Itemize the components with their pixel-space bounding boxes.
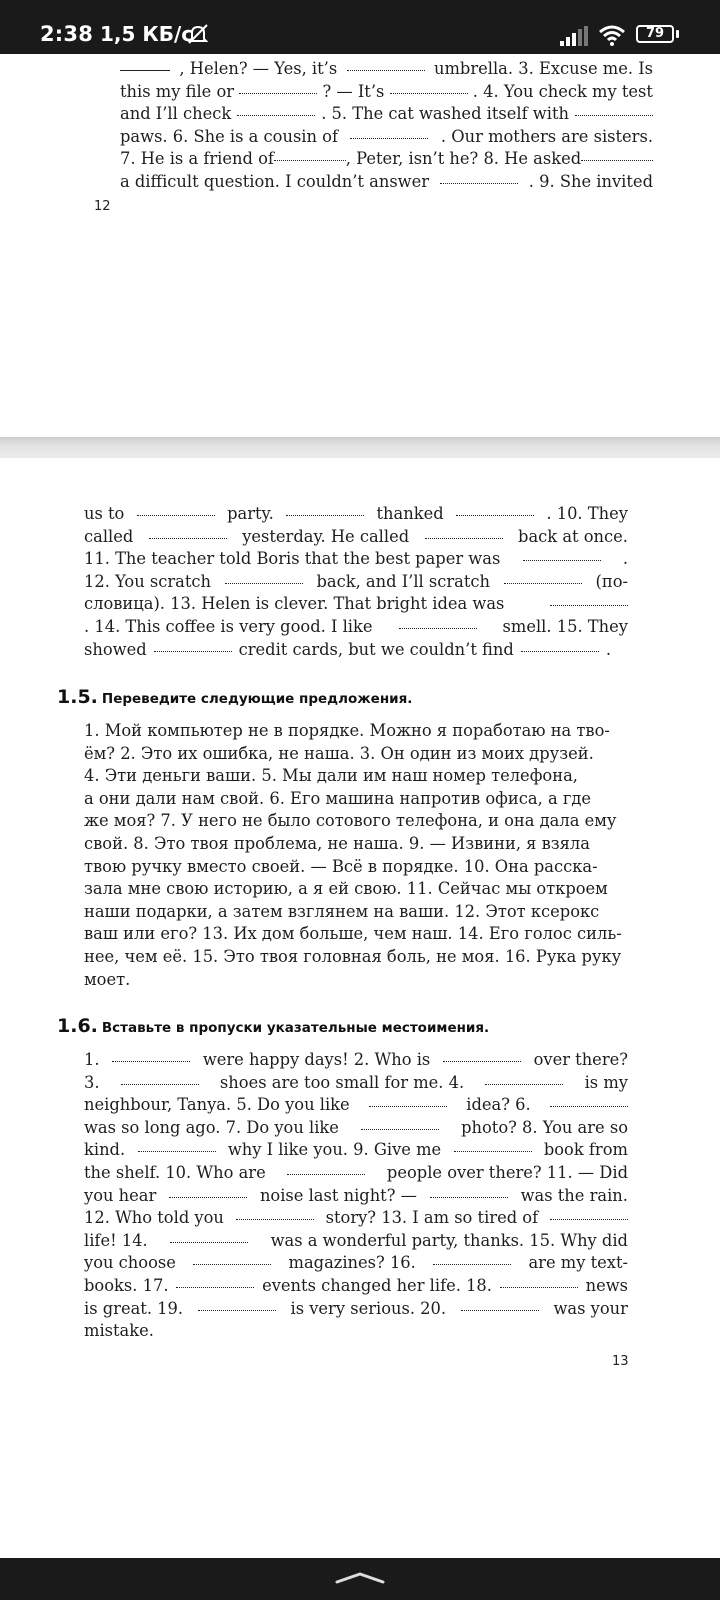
fill-in-blank[interactable] (485, 1083, 563, 1085)
text-line (84, 616, 628, 639)
text-segment: yesterday. He called (242, 526, 410, 546)
fill-in-blank[interactable] (193, 1263, 271, 1265)
battery-icon (636, 25, 674, 43)
text-segment: же моя? 7. У него не было сотового телефона, и она дала ему (84, 811, 617, 831)
text-line (84, 743, 628, 766)
text-line (84, 969, 628, 992)
text-line (84, 788, 628, 811)
text-segment: was so long ago. 7. Do you like (84, 1117, 339, 1137)
fill-in-blank[interactable] (112, 1060, 190, 1062)
text-segment: paws. 6. She is a cousin of (120, 126, 339, 146)
text-segment: 11. The teacher told Boris that the best paper was (84, 549, 501, 569)
fill-in-blank[interactable] (425, 537, 503, 539)
text-segment: . 9. She invited (528, 171, 653, 191)
text-line (84, 503, 628, 526)
fill-in-blank[interactable] (456, 514, 534, 516)
section-title: Вставьте в пропуски указательные местоимения. (101, 1020, 490, 1036)
swipe-up-handle-icon[interactable] (333, 1570, 387, 1586)
text-segment: shoes are too small for me. 4. (219, 1072, 465, 1092)
fill-in-blank[interactable] (286, 514, 364, 516)
text-segment: story? 13. I am so tired of (325, 1208, 539, 1228)
text-segment: back at once. (518, 526, 628, 546)
text-segment: 1. Мой компьютер не в порядке. Можно я поработаю на тво- (84, 721, 610, 740)
text-segment: словица). 13. Helen is clever. That bright idea was (84, 594, 505, 614)
continuation-text (84, 503, 628, 661)
section-number: 1.5. (57, 686, 98, 708)
text-segment: called (84, 526, 134, 546)
text-line (84, 1139, 628, 1162)
section-number: 1.6. (57, 1015, 98, 1037)
fill-in-blank[interactable] (575, 114, 653, 116)
text-line (84, 548, 628, 571)
fill-in-blank[interactable] (440, 182, 518, 184)
text-line (84, 856, 628, 879)
text-segment: . 5. The cat washed itself with (321, 104, 569, 124)
text-line (84, 833, 628, 856)
text-segment: твою ручку вместо своей. — Всё в порядке. 10. Она расска- (84, 856, 598, 876)
text-segment: party. (227, 504, 274, 523)
fill-in-blank[interactable] (461, 1309, 539, 1311)
text-segment: why I like you. 9. Give me (227, 1140, 442, 1160)
text-line (84, 1185, 628, 1208)
text-segment: . Our mothers are sisters. (440, 126, 653, 146)
text-segment: а они дали нам свой. 6. Его машина напротив офиса, а где (84, 788, 592, 808)
text-segment: and I’ll check (120, 104, 232, 124)
fill-in-blank[interactable] (274, 159, 346, 161)
fill-in-blank[interactable] (361, 1128, 439, 1130)
section-1-5-text (84, 720, 628, 991)
notifications-muted-icon (186, 22, 210, 46)
text-segment: us to (84, 504, 125, 523)
text-segment: a difficult question. I couldn’t answer (120, 171, 430, 191)
fill-in-blank[interactable] (550, 604, 628, 606)
fill-in-blank[interactable] (350, 137, 428, 139)
page-12 (0, 54, 720, 437)
text-segment: events changed her life. 18. (262, 1275, 492, 1295)
section-1-6-heading (57, 1015, 489, 1037)
page-divider (0, 437, 720, 458)
text-segment: 12. You scratch (84, 571, 211, 591)
text-segment: books. 17. (84, 1275, 169, 1295)
text-segment: 3. (84, 1072, 100, 1092)
fill-in-blank[interactable] (347, 69, 425, 71)
text-segment: over there? (533, 1050, 628, 1069)
fill-in-blank[interactable] (169, 1196, 247, 1198)
text-line (84, 810, 628, 833)
fill-in-blank[interactable] (390, 92, 468, 94)
text-line (84, 1117, 628, 1140)
text-line (84, 1320, 628, 1343)
text-line (120, 171, 653, 194)
text-segment: umbrella. 3. Excuse me. Is (434, 59, 653, 78)
fill-in-blank[interactable] (236, 1218, 314, 1220)
text-line (84, 526, 628, 549)
text-segment: is very serious. 20. (290, 1298, 447, 1318)
text-segment: наши подарки, а затем взглянем на ваши. 12. Этот ксерокс (84, 901, 600, 921)
fill-in-blank[interactable] (154, 650, 232, 652)
text-segment: is my (584, 1072, 628, 1092)
text-segment: was a wonderful party, thanks. 15. Why did (270, 1230, 628, 1250)
fill-in-blank[interactable] (138, 1150, 216, 1152)
text-segment: , Helen? — Yes, it’s (179, 59, 338, 78)
fill-in-blank[interactable] (399, 627, 477, 629)
text-line (84, 1207, 628, 1230)
fill-in-blank[interactable] (120, 69, 170, 71)
text-line (120, 148, 653, 171)
text-line (120, 103, 653, 126)
text-line (84, 765, 628, 788)
text-segment: , Peter, isn’t he? 8. He asked (345, 149, 582, 169)
wifi-icon (598, 24, 626, 46)
fill-in-blank[interactable] (137, 514, 215, 516)
text-segment: kind. (84, 1140, 126, 1160)
text-segment: ваш или его? 13. Их дом больше, чем наш. 14. Его голос силь- (84, 924, 622, 944)
text-line (84, 1072, 628, 1095)
fill-in-blank[interactable] (443, 1060, 521, 1062)
network-speed: 1,5 КБ/с (100, 22, 194, 46)
text-segment: the shelf. 10. Who are (84, 1162, 266, 1182)
text-line (84, 1298, 628, 1321)
text-segment: book from (543, 1140, 628, 1160)
fill-in-blank[interactable] (149, 537, 227, 539)
text-segment: ? — It’s (322, 81, 385, 101)
navigation-bar (0, 1558, 720, 1600)
text-segment: 4. Эти деньги ваши. 5. Мы дали им наш номер телефона, (84, 766, 578, 786)
text-segment: you hear (84, 1185, 157, 1205)
text-segment: are my text- (528, 1253, 628, 1273)
text-segment: was the rain. (520, 1185, 628, 1205)
fill-in-blank[interactable] (504, 582, 582, 584)
page-number: 13 (612, 1354, 629, 1369)
text-segment: . 10. They (546, 504, 628, 523)
text-line (84, 1162, 628, 1185)
fill-in-blank[interactable] (237, 114, 315, 116)
status-time: 2:38 (40, 22, 94, 46)
text-segment: noise last night? — (259, 1185, 417, 1205)
text-line (120, 58, 653, 81)
fill-in-blank[interactable] (550, 1105, 628, 1107)
text-line (120, 126, 653, 149)
fill-in-blank[interactable] (550, 1218, 628, 1220)
text-segment: нее, чем её. 15. Это твоя головная боль, не моя. 16. Рука руку (84, 946, 622, 966)
text-line (84, 571, 628, 594)
fill-in-blank[interactable] (121, 1083, 199, 1085)
text-segment: you choose (84, 1253, 176, 1273)
fill-in-blank[interactable] (454, 1150, 532, 1152)
page-12-text (120, 58, 653, 194)
text-line (84, 1230, 628, 1253)
text-segment: neighbour, Tanya. 5. Do you like (84, 1095, 350, 1115)
fill-in-blank[interactable] (369, 1105, 447, 1107)
fill-in-blank[interactable] (523, 559, 601, 561)
text-segment: news (585, 1275, 628, 1295)
battery-level: 79 (645, 26, 665, 41)
text-segment: 7. He is a friend of (120, 149, 274, 169)
fill-in-blank[interactable] (500, 1286, 578, 1288)
section-title: Переведите следующие предложения. (101, 691, 413, 707)
text-segment: 12. Who told you (84, 1208, 224, 1228)
text-segment: is great. 19. (84, 1298, 184, 1318)
text-segment: back, and I’ll scratch (316, 571, 491, 591)
text-segment: (по- (595, 571, 628, 591)
text-segment: were happy days! 2. Who is (202, 1050, 431, 1069)
text-segment: ём? 2. Это их ошибка, не наша. 3. Он один из моих друзей. (84, 743, 594, 763)
fill-in-blank[interactable] (521, 650, 599, 652)
text-segment: моет. (84, 969, 131, 989)
text-line (84, 720, 628, 743)
text-line (84, 901, 628, 924)
fill-in-blank[interactable] (225, 582, 303, 584)
page-number: 12 (94, 199, 111, 214)
text-line (84, 1252, 628, 1275)
fill-in-blank[interactable] (170, 1241, 248, 1243)
text-segment: photo? 8. You are so (461, 1117, 628, 1137)
text-segment: . 14. This coffee is very good. I like (84, 616, 373, 636)
text-segment: thanked (376, 504, 444, 523)
text-segment: showed (84, 639, 147, 659)
section-1-6-text (84, 1049, 628, 1343)
text-line (84, 878, 628, 901)
text-line (84, 1049, 628, 1072)
text-line (84, 946, 628, 969)
text-segment: . (605, 639, 612, 659)
text-segment: idea? 6. (466, 1095, 531, 1115)
fill-in-blank[interactable] (581, 159, 653, 161)
text-line (84, 923, 628, 946)
fill-in-blank[interactable] (239, 92, 317, 94)
text-segment: smell. 15. They (502, 616, 628, 636)
text-line (84, 639, 628, 662)
text-segment: свой. 8. Это твоя проблема, не наша. 9. — Извини, я взяла (84, 833, 590, 853)
fill-in-blank[interactable] (176, 1286, 254, 1288)
text-line (120, 81, 653, 104)
text-segment: 1. (84, 1050, 100, 1069)
text-segment: was your (553, 1298, 628, 1318)
page-13 (0, 458, 720, 1558)
text-segment: . (622, 549, 628, 569)
text-segment: . 4. You check my test (472, 81, 653, 101)
text-segment: credit cards, but we couldn’t find (238, 639, 514, 659)
fill-in-blank[interactable] (198, 1309, 276, 1311)
text-segment: this my file or (120, 81, 235, 101)
battery-tip (676, 30, 679, 38)
text-segment: magazines? 16. (288, 1253, 416, 1273)
signal-strength-icon (560, 26, 590, 46)
fill-in-blank[interactable] (430, 1196, 508, 1198)
text-segment: mistake. (84, 1321, 154, 1341)
text-segment: people over there? 11. — Did (386, 1162, 628, 1182)
text-line (84, 1094, 628, 1117)
text-line (84, 1275, 628, 1298)
section-1-5-heading (57, 686, 412, 708)
text-line (84, 593, 628, 616)
text-segment: life! 14. (84, 1230, 148, 1250)
text-segment: зала мне свою историю, а я ей свою. 11. Сейчас мы откроем (84, 879, 608, 899)
status-bar (0, 0, 720, 54)
fill-in-blank[interactable] (287, 1173, 365, 1175)
fill-in-blank[interactable] (433, 1263, 511, 1265)
